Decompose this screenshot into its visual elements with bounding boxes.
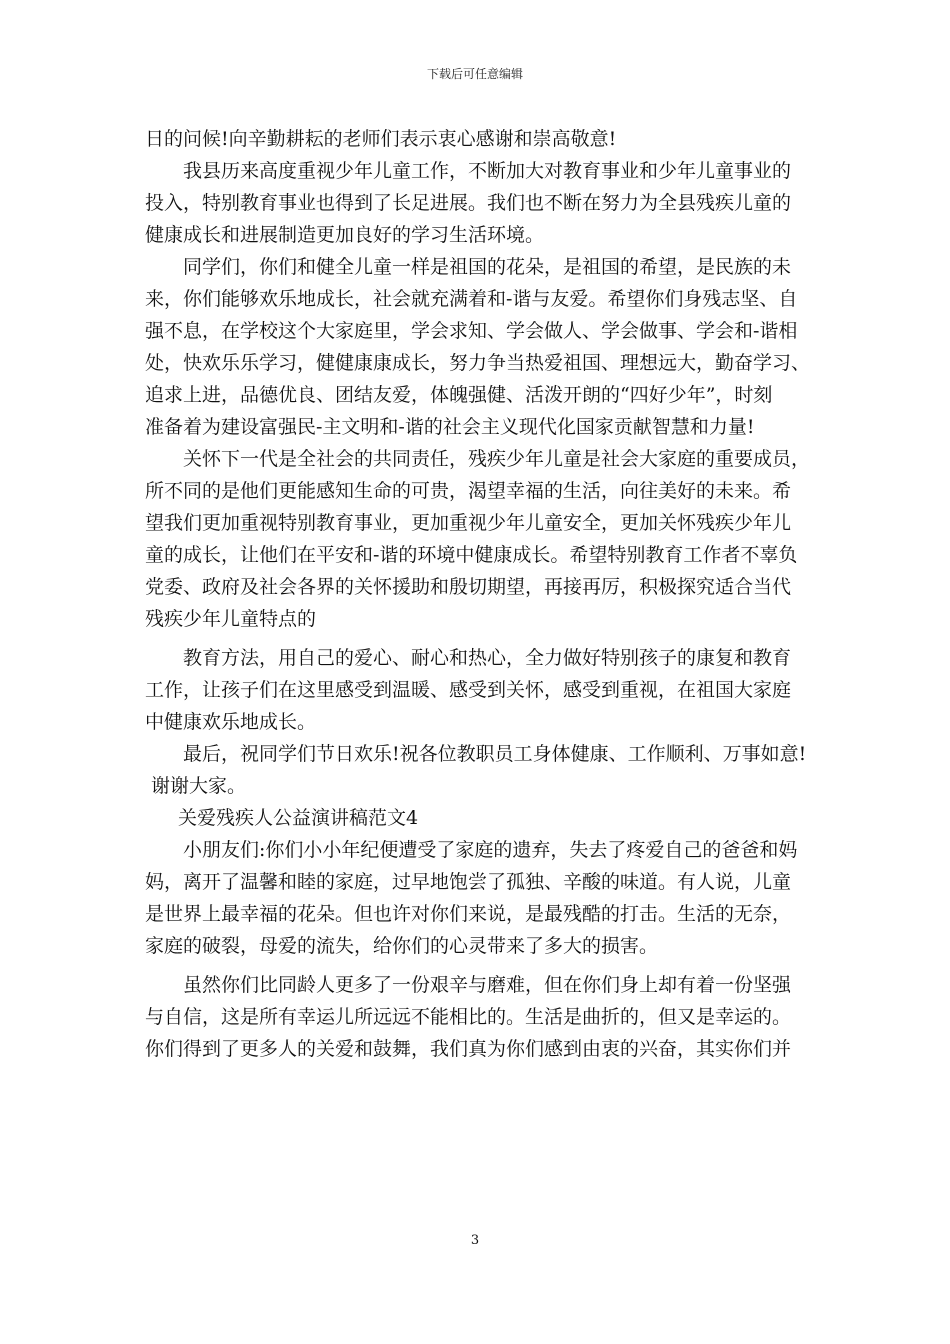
text-line: 关怀下一代是全社会的共同责任，残疾少年儿童是社会大家庭的重要成员， bbox=[183, 448, 811, 470]
text-line: 你们得到了更多人的关爱和鼓舞，我们真为你们感到由衷的兴奋，其实你们并 bbox=[145, 1038, 792, 1060]
text-line: 准备着为建设富强民-主文明和-谐的社会主义现代化国家贡献智慧和力量! bbox=[145, 416, 755, 438]
text-line: 健康成长和进展制造更加良好的学习生活环境。 bbox=[145, 224, 545, 246]
page-number: 3 bbox=[470, 1233, 480, 1248]
page-header: 下载后可任意编辑 bbox=[426, 67, 523, 81]
text-line: 家庭的破裂，母爱的流失，给你们的心灵带来了多大的损害。 bbox=[145, 935, 659, 957]
text-line: 处，快欢乐乐学习，健健康康成长，努力争当热爱祖国、理想远大，勤奋学习、 bbox=[145, 352, 811, 374]
text-line: 投入，特别教育事业也得到了长足进展。我们也不断在努力为全县残疾儿童的 bbox=[145, 192, 792, 214]
text-line: 工作，让孩子们在这里感受到温暖、感受到关怀，感受到重视，在祖国大家庭 bbox=[145, 679, 792, 701]
text-line: 日的问候!向辛勤耕耘的老师们表示衷心感谢和崇高敬意! bbox=[145, 128, 617, 150]
text-line: 虽然你们比同龄人更多了一份艰辛与磨难，但在你们身上却有着一份坚强 bbox=[183, 974, 792, 996]
text-line: 童的成长，让他们在平安和-谐的环境中健康成长。希望特别教育工作者不辜负 bbox=[145, 544, 798, 566]
text-line: 中健康欢乐地成长。 bbox=[145, 711, 317, 733]
text-line: 望我们更加重视特别教育事业，更加重视少年儿童安全，更加关怀残疾少年儿 bbox=[145, 512, 792, 534]
text-line: 与自信，这是所有幸运儿所远远不能相比的。生活是曲折的，但又是幸运的。 bbox=[145, 1006, 792, 1028]
text-line: 是世界上最幸福的花朵。但也许对你们来说，是最残酷的打击。生活的无奈， bbox=[145, 903, 792, 925]
text-line: 残疾少年儿童特点的 bbox=[145, 608, 317, 630]
document-body bbox=[145, 123, 817, 1065]
text-line: 最后，祝同学们节日欢乐!祝各位教职员工身体健康、工作顺利、万事如意! bbox=[183, 743, 807, 765]
text-line: 追求上进，品德优良、团结友爱，体魄强健、活泼开朗的“四好少年”，时刻 bbox=[145, 384, 773, 406]
closing-line: 谢谢大家。 bbox=[151, 775, 247, 797]
text-line: 教育方法，用自己的爱心、耐心和热心，全力做好特别孩子的康复和教育 bbox=[183, 647, 792, 669]
text-line: 强不息，在学校这个大家庭里，学会求知、学会做人、学会做事、学会和-谐相 bbox=[145, 320, 798, 342]
text-line: 妈，离开了温馨和睦的家庭，过早地饱尝了孤独、辛酸的味道。有人说，儿童 bbox=[145, 871, 792, 893]
text-line: 同学们，你们和健全儿童一样是祖国的花朵，是祖国的希望，是民族的未 bbox=[183, 256, 792, 278]
text-line: 我县历来高度重视少年儿童工作，不断加大对教育事业和少年儿童事业的 bbox=[183, 160, 792, 182]
text-line: 小朋友们:你们小小年纪便遭受了家庭的遗弃，失去了疼爱自己的爸爸和妈 bbox=[183, 839, 798, 861]
text-line: 来，你们能够欢乐地成长，社会就充满着和-谐与友爱。希望你们身残志坚、自 bbox=[145, 288, 798, 310]
section-title: 关爱残疾人公益演讲稿范文4 bbox=[178, 807, 419, 829]
text-line: 所不同的是他们更能感知生命的可贵，渴望幸福的生活，向往美好的未来。希 bbox=[145, 480, 792, 502]
text-line: 党委、政府及社会各界的关怀援助和殷切期望，再接再厉，积极探究适合当代 bbox=[145, 576, 792, 598]
